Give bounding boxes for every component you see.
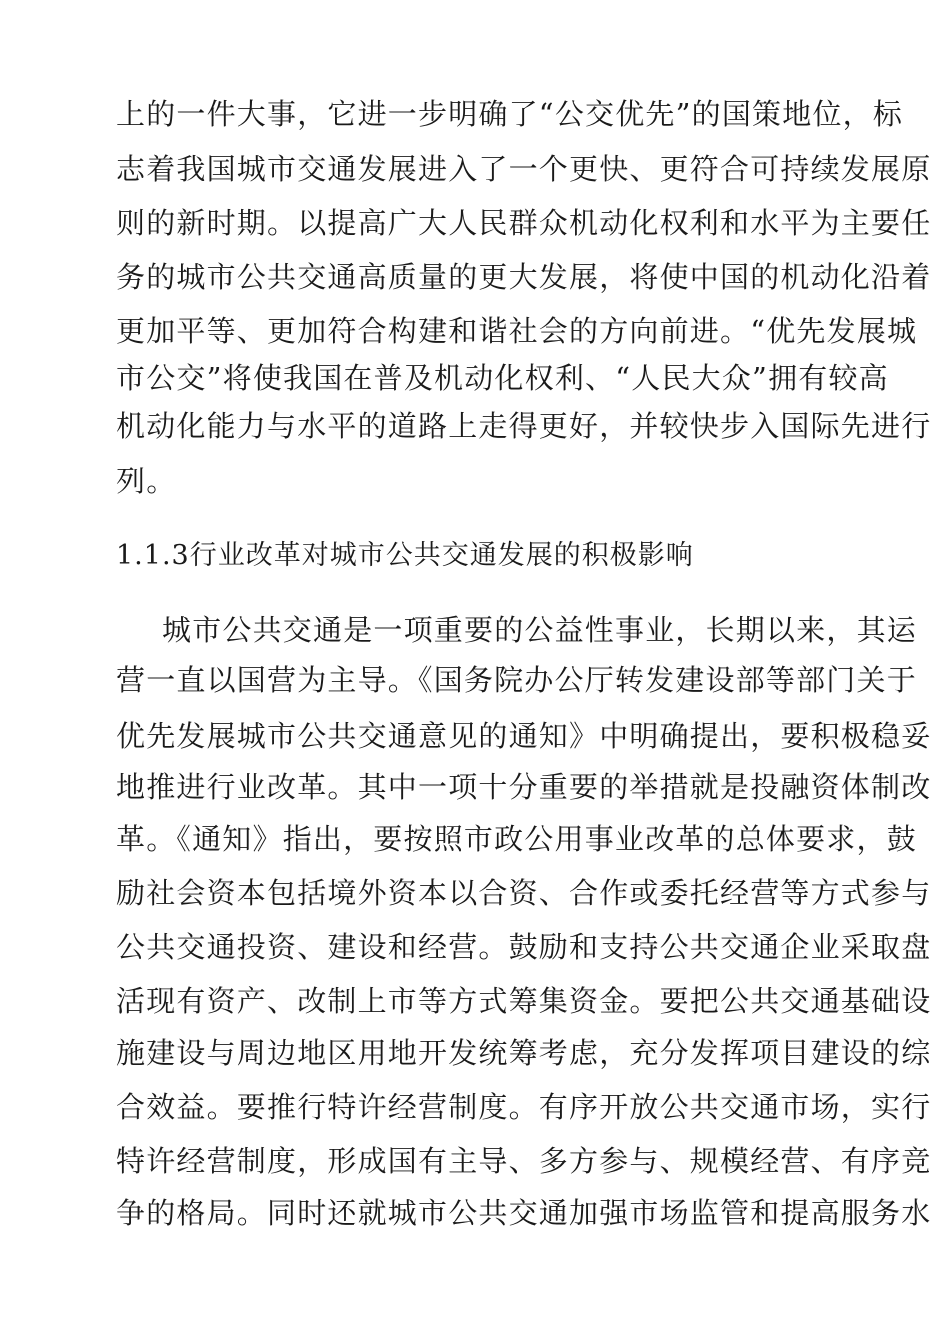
paragraph2-line-1: 城市公共交通是一项重要的公益性事业，长期以来，其运 bbox=[162, 613, 918, 647]
paragraph2-line-7: 公共交通投资、建设和经营。鼓励和支持公共交通企业采取盘 bbox=[116, 930, 932, 964]
paragraph2-line-6: 励社会资本包括境外资本以合资、合作或委托经营等方式参与 bbox=[116, 876, 932, 910]
paragraph1-line-6: 市公交”将使我国在普及机动化权利、“人民大众”拥有较高 bbox=[116, 361, 889, 395]
paragraph2-line-3: 优先发展城市公共交通意见的通知》中明确提出，要积极稳妥 bbox=[116, 719, 932, 753]
paragraph2-line-8: 活现有资产、改制上市等方式筹集资金。要把公共交通基础设 bbox=[116, 984, 932, 1018]
paragraph1-line-1: 上的一件大事，它进一步明确了“公交优先”的国策地位，标 bbox=[116, 97, 904, 131]
paragraph2-line-9: 施建设与周边地区用地开发统筹考虑，充分发挥项目建设的综 bbox=[116, 1036, 932, 1070]
paragraph2-line-10: 合效益。要推行特许经营制度。有序开放公共交通市场，实行 bbox=[116, 1090, 932, 1124]
paragraph1-line-5: 更加平等、更加符合构建和谐社会的方向前进。“优先发展城 bbox=[116, 314, 918, 348]
paragraph2-line-12: 争的格局。同时还就城市公共交通加强市场监管和提高服务水 bbox=[116, 1196, 932, 1230]
paragraph2-line-4: 地推进行业改革。其中一项十分重要的举措就是投融资体制改 bbox=[116, 770, 932, 804]
paragraph1-line-2: 志着我国城市交通发展进入了一个更快、更符合可持续发展原 bbox=[116, 152, 932, 186]
paragraph1-line-7: 机动化能力与水平的道路上走得更好，并较快步入国际先进行 bbox=[116, 409, 932, 443]
paragraph1-line-3: 则的新时期。以提高广大人民群众机动化权利和水平为主要任 bbox=[116, 206, 932, 240]
paragraph2-line-5: 革。《通知》指出，要按照市政公用事业改革的总体要求，鼓 bbox=[116, 822, 917, 856]
paragraph1-line-4: 务的城市公共交通高质量的更大发展，将使中国的机动化沿着 bbox=[116, 260, 932, 294]
paragraph1-line-8: 列。 bbox=[116, 464, 177, 498]
paragraph2-line-2: 营一直以国营为主导。《国务院办公厅转发建设部等部门关于 bbox=[116, 663, 917, 697]
paragraph2-line-11: 特许经营制度，形成国有主导、多方参与、规模经营、有序竞 bbox=[116, 1144, 932, 1178]
section-heading: 1.1.3行业改革对城市公共交通发展的积极影响 bbox=[116, 540, 694, 571]
